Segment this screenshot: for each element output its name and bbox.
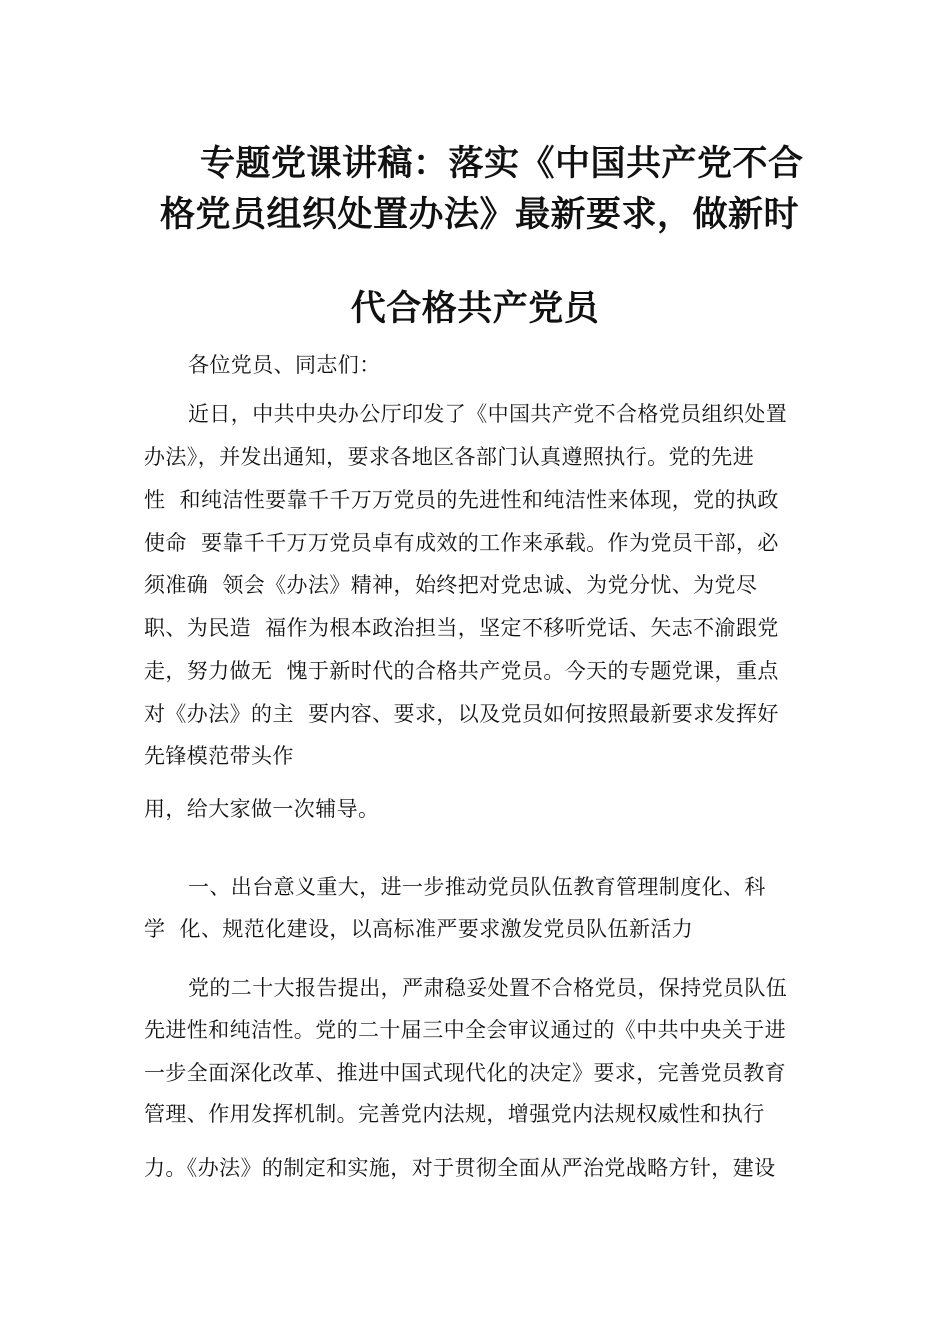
paragraph-line: 对《办法》的主 要内容、要求，以及党员如何按照最新要求发挥好 <box>144 702 779 726</box>
document-title-line-2: 格党员组织处置办法》最新要求，做新时 <box>160 195 800 235</box>
paragraph-line: 须准确 领会《办法》精神，始终把对党忠诚、为党分忧、为党尽 <box>144 573 758 597</box>
paragraph-line: 办法》，并发出通知，要求各地区各部门认真遵照执行。党的先进 <box>144 445 755 469</box>
document-title-line-3: 代合格共产党员 <box>350 289 600 329</box>
paragraph-line: 管理、作用发挥机制。完善党内法规，增强党内法规权威性和执行 <box>144 1102 765 1126</box>
paragraph-line: 职、为民造 福作为根本政治担当，坚定不移听党话、矢志不渝跟党 <box>144 616 779 640</box>
paragraph-line: 先锋模范带头作 <box>144 744 294 768</box>
paragraph-line: 力。《办法》的制定和实施，对于贯彻全面从严治党战略方针，建设 <box>144 1156 776 1180</box>
salutation: 各位党员、同志们： <box>188 353 381 377</box>
paragraph-line: 先进性和纯洁性。党的二十届三中全会审议通过的《中共中央关于进 <box>144 1018 786 1042</box>
section-heading-line: 一、出台意义重大，进一步推动党员队伍教育管理制度化、科 <box>188 875 766 899</box>
paragraph-line: 党的二十大报告提出，严肃稳妥处置不合格党员，保持党员队伍 <box>188 976 788 1000</box>
paragraph-line: 用，给大家做一次辅导。 <box>144 797 380 821</box>
paragraph-line: 一步全面深化改革、推进中国式现代化的决定》要求，完善党员教育 <box>144 1061 786 1085</box>
paragraph-line: 性 和纯洁性要靠千千万万党员的先进性和纯洁性来体现，党的执政 <box>144 488 779 512</box>
paragraph-line: 近日，中共中央办公厅印发了《中国共产党不合格党员组织处置 <box>188 402 788 426</box>
document-title-line-1: 专题党课讲稿：落实《中国共产党不合 <box>200 144 804 184</box>
paragraph-line: 使命 要靠千千万万党员卓有成效的工作来承载。作为党员干部，必 <box>144 531 779 555</box>
paragraph-line: 走，努力做无 愧于新时代的合格共产党员。今天的专题党课，重点 <box>144 659 779 683</box>
section-heading-line: 学 化、规范化建设，以高标准严要求激发党员队伍新活力 <box>144 917 694 941</box>
